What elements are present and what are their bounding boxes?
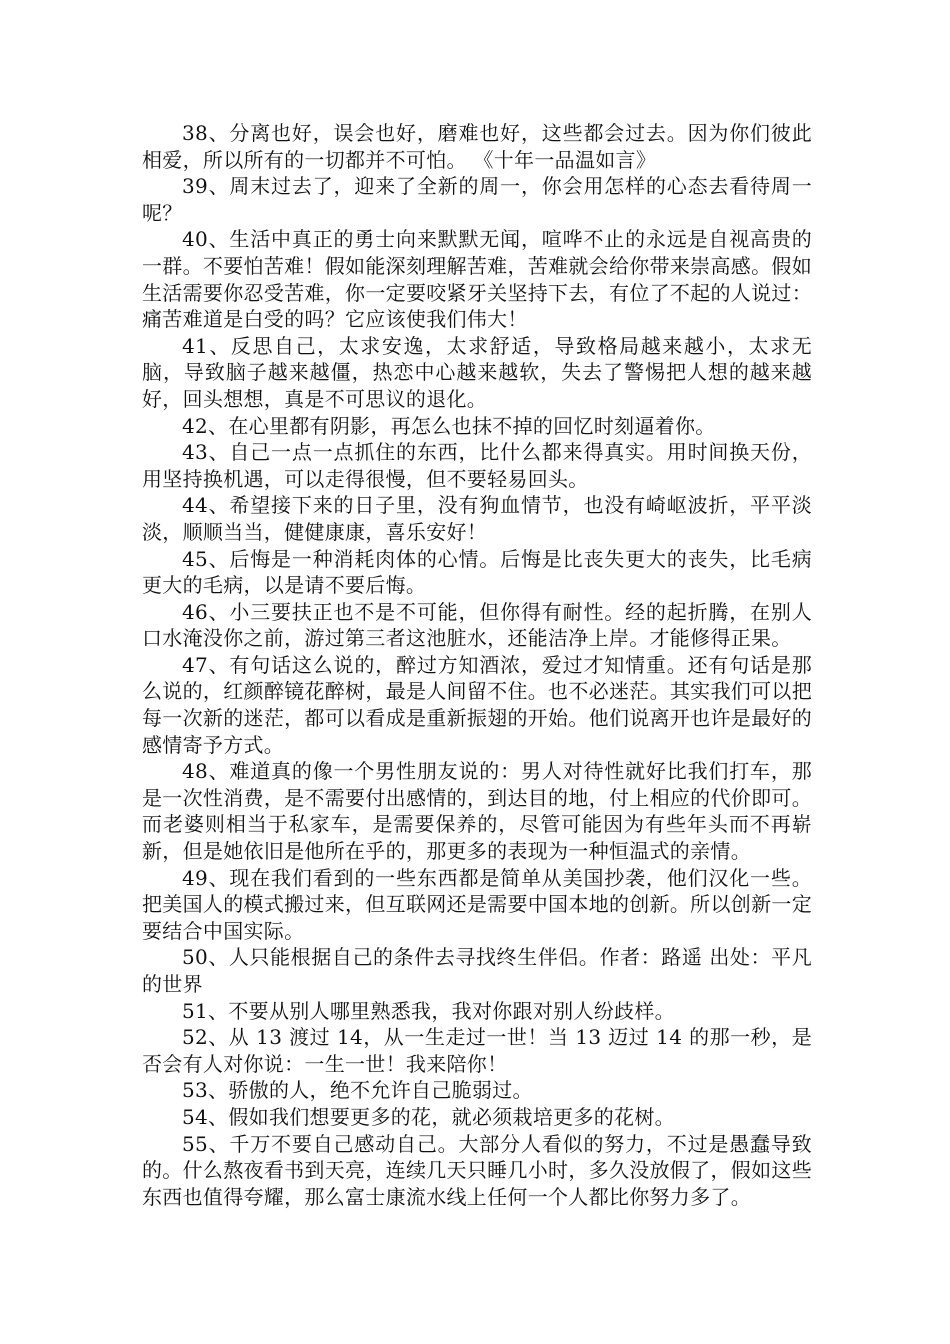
quote-paragraph-38: 38、分离也好，误会也好，磨难也好，这些都会过去。因为你们彼此相爱，所以所有的一切都并不可怕。 《十年一品温如言》: [142, 121, 812, 172]
quote-paragraph-47: 47、有句话这么说的，醉过方知酒浓，爱过才知情重。还有句话是那么说的，红颜醉镜花醉树，最是人间留不住。也不必迷茫。其实我们可以把每一次新的迷茫，都可以看成是重新振翅的开始。他们说离开也许是最好的感情寄予方式。: [142, 652, 812, 757]
quote-paragraph-52: 52、从 13 渡过 14，从一生走过一世！当 13 迈过 14 的那一秒，是否会有人对你说：一生一世！我来陪你！: [142, 1025, 812, 1076]
quote-paragraph-51: 51、不要从别人哪里熟悉我，我对你跟对别人纷歧样。: [182, 998, 675, 1023]
quote-paragraph-40: 40、生活中真正的勇士向来默默无闻，喧哗不止的永远是自视高贵的一群。不要怕苦难！假如能深刻理解苦难，苦难就会给你带来崇高感。假如生活需要你忍受苦难，你一定要咬紧牙关坚持下去，有位了不起的人说过：痛苦难道是白受的吗？它应该使我们伟大！: [142, 227, 812, 332]
quote-paragraph-50: 50、人只能根据自己的条件去寻找终生伴侣。作者：路遥 出处：平凡的世界: [142, 945, 812, 996]
document-body: [142, 120, 812, 1210]
quote-paragraph-48: 48、难道真的像一个男性朋友说的：男人对待性就好比我们打车，那是一次性消费，是不需要付出感情的，到达目的地，付上相应的代价即可。而老婆则相当于私家车，是需要保养的，尽管可能因为有些年头而不再崭新，但是她依旧是他所在乎的，那更多的表现为一种恒温式的亲情。: [142, 759, 812, 864]
quote-paragraph-43: 43、自己一点一点抓住的东西，比什么都来得真实。用时间换天份，用坚持换机遇，可以走得很慢，但不要轻易回头。: [142, 440, 812, 491]
quote-paragraph-54: 54、假如我们想要更多的花，就必须栽培更多的花树。: [182, 1104, 675, 1129]
quote-paragraph-49: 49、现在我们看到的一些东西都是简单从美国抄袭，他们汉化一些。把美国人的模式搬过来，但互联网还是需要中国本地的创新。所以创新一定要结合中国实际。: [142, 865, 812, 943]
quote-paragraph-46: 46、小三要扶正也不是不可能，但你得有耐性。经的起折腾，在别人口水淹没你之前，游过第三者这池脏水，还能洁净上岸。才能修得正果。: [142, 599, 812, 651]
quote-paragraph-42: 42、在心里都有阴影，再怎么也抹不掉的回忆时刻逼着你。: [182, 413, 716, 438]
quote-paragraph-55: 55、千万不要自己感动自己。大部分人看似的努力，不过是愚蠢导致的。什么熬夜看书到天亮，连续几天只睡几小时，多久没放假了，假如这些东西也值得夸耀，那么富士康流水线上任何一个人都比你努力多了。: [142, 1131, 812, 1209]
quote-paragraph-53: 53、骄傲的人，绝不允许自己脆弱过。: [182, 1078, 533, 1103]
quote-paragraph-45: 45、后悔是一种消耗肉体的心情。后悔是比丧失更大的丧失，比毛病更大的毛病，以是请不要后悔。: [142, 546, 812, 598]
quote-paragraph-39: 39、周末过去了，迎来了全新的周一，你会用怎样的心态去看待周一呢？: [142, 174, 812, 225]
quote-paragraph-44: 44、希望接下来的日子里，没有狗血情节，也没有崎岖波折，平平淡淡，顺顺当当，健健康康，喜乐安好！: [142, 493, 812, 544]
quote-paragraph-41: 41、反思自己，太求安逸，太求舒适，导致格局越来越小，太求无脑，导致脑子越来越僵，热恋中心越来越软，失去了警惕把人想的越来越好，回头想想，真是不可思议的退化。: [142, 333, 812, 411]
